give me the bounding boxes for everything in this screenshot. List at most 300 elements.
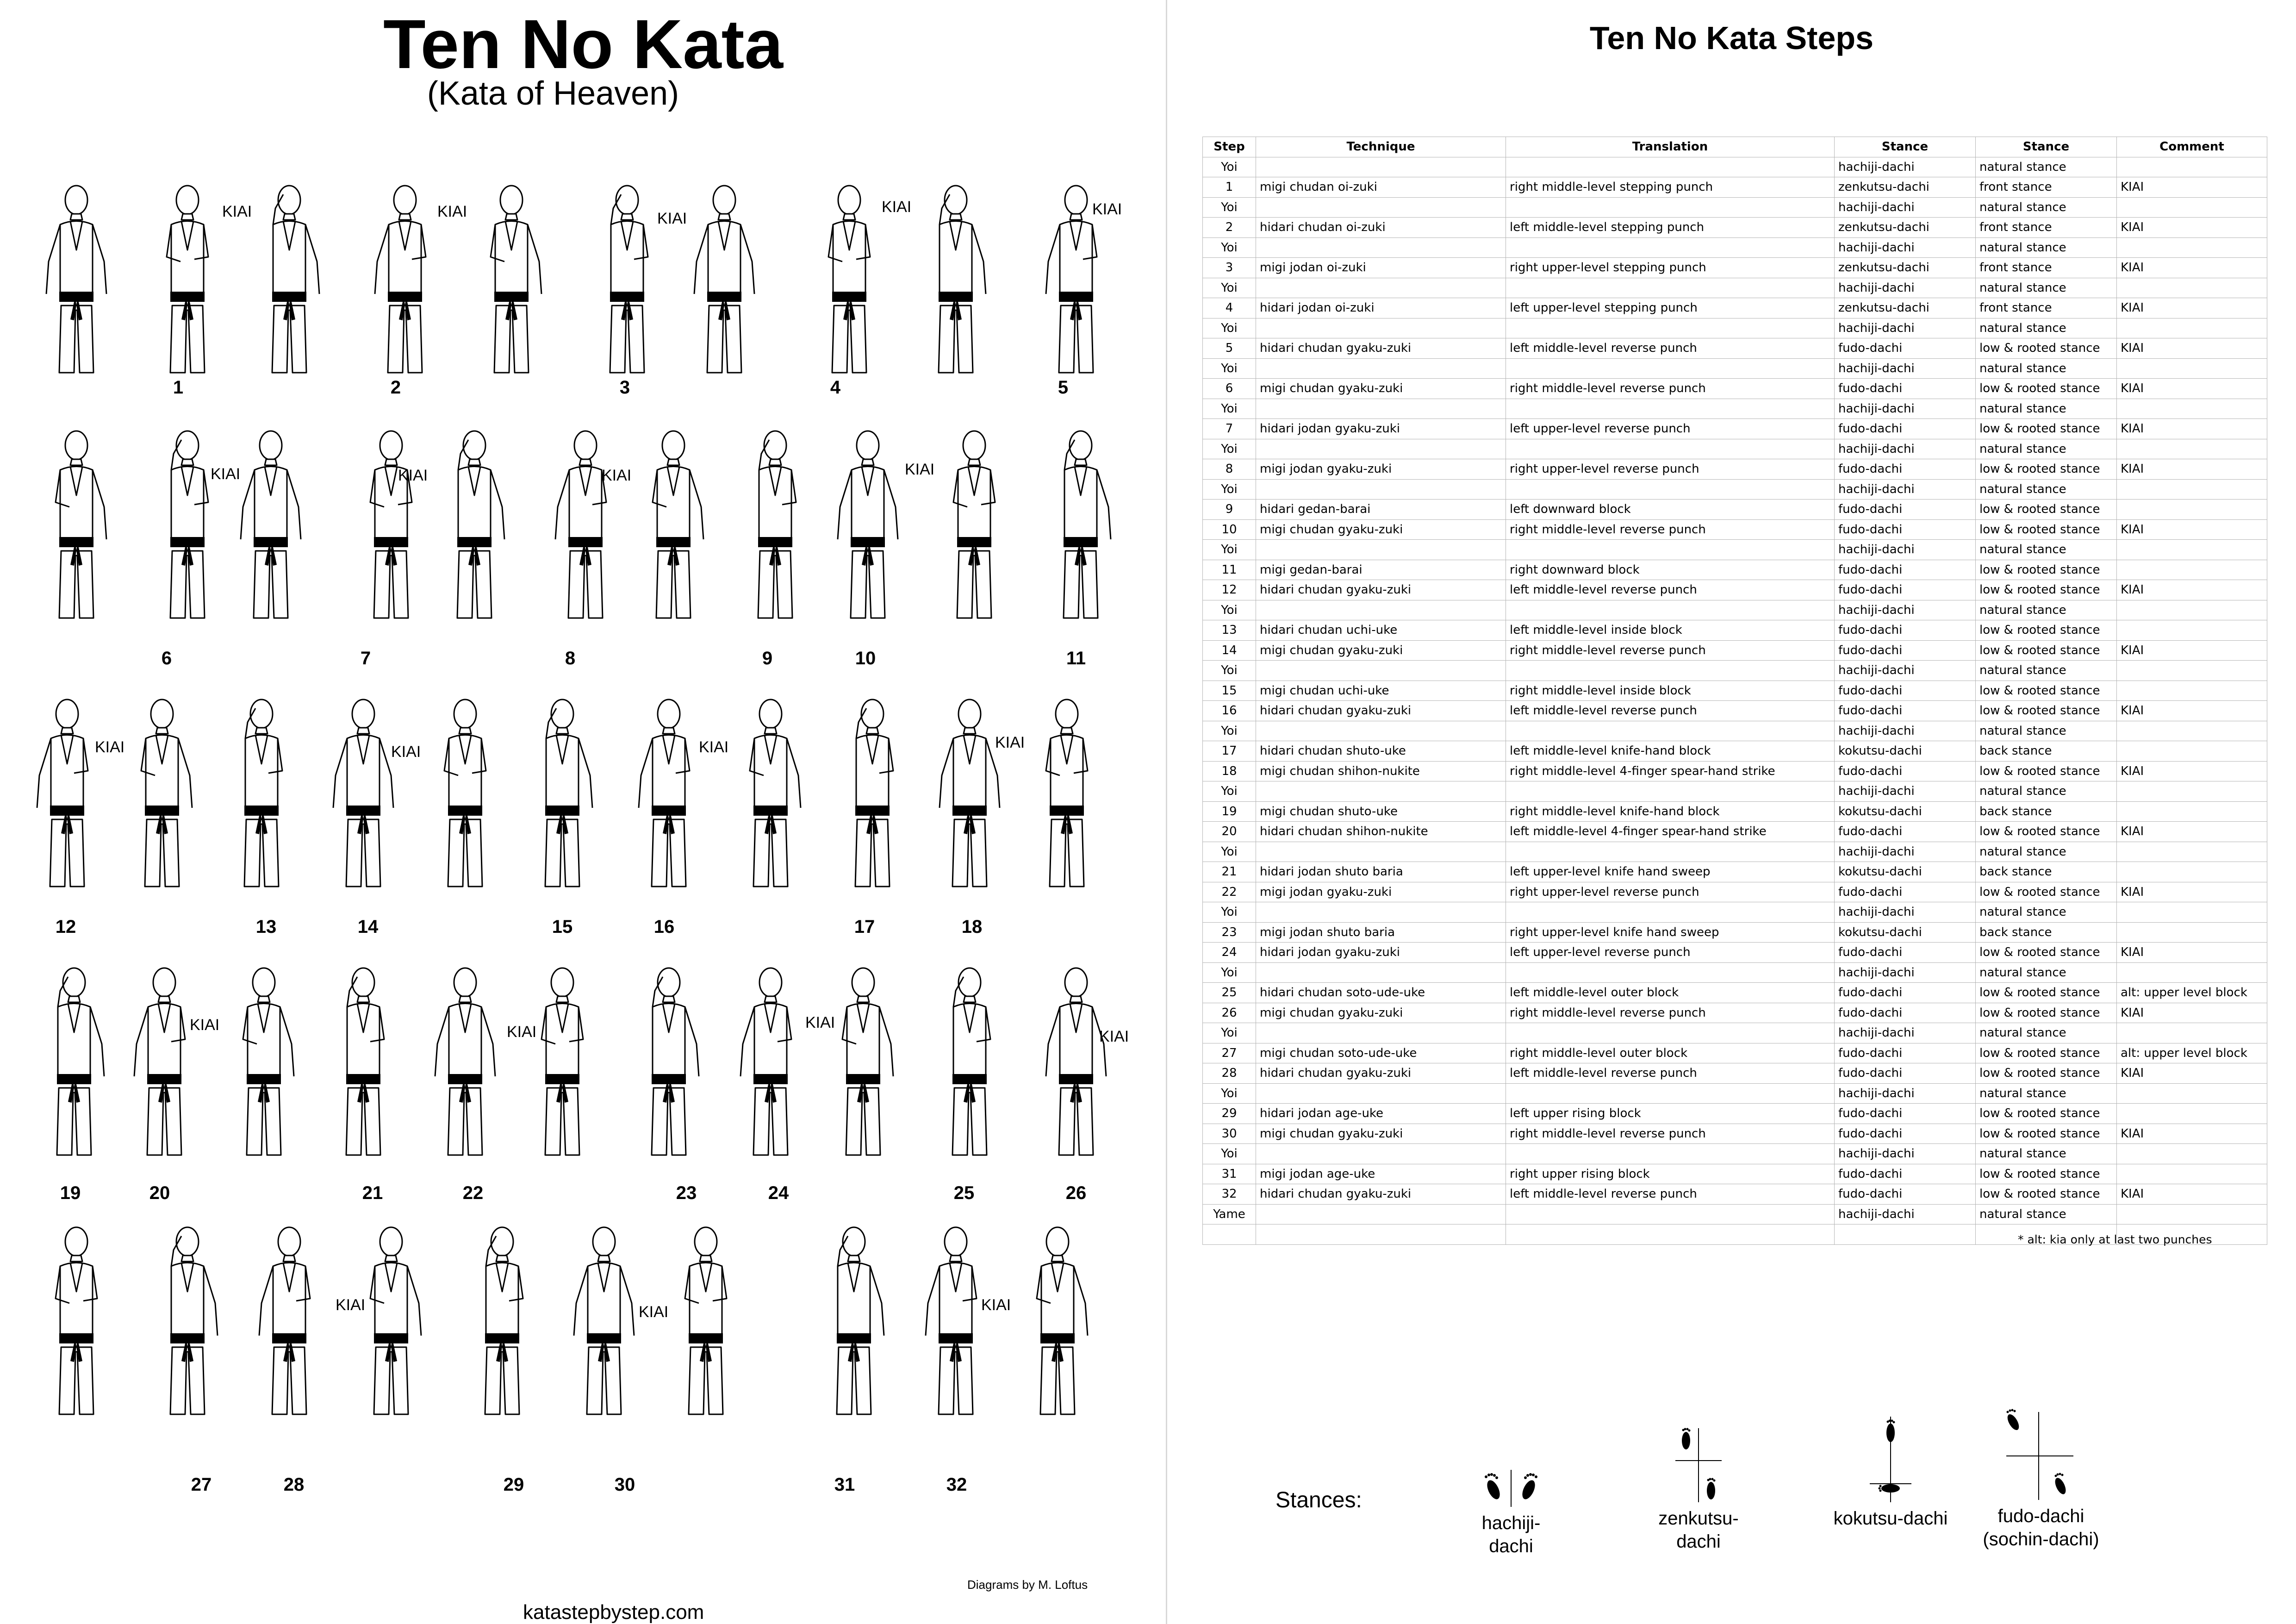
cell-technique	[1256, 237, 1506, 258]
cell-translation	[1506, 157, 1835, 177]
feet-parallel-icon	[1465, 1468, 1557, 1509]
cell-technique: hidari chudan gyaku-zuki	[1256, 1063, 1506, 1084]
cell-translation	[1506, 1204, 1835, 1224]
karate-figure-icon	[116, 963, 213, 1167]
table-row	[1203, 1083, 2267, 1104]
cell-step: 3	[1203, 258, 1256, 278]
cell-stance-jp: hachiji-dachi	[1835, 318, 1976, 338]
cell-step: 9	[1203, 500, 1256, 520]
karate-figure-icon	[139, 426, 236, 630]
kiai-label: KIAI	[995, 734, 1025, 751]
steps-table	[1202, 137, 2267, 1245]
cell-step: 26	[1203, 1003, 1256, 1023]
cell-translation: right middle-level reverse punch	[1506, 1003, 1835, 1023]
cell-translation: right upper-level stepping punch	[1506, 258, 1835, 278]
kiai-label: KIAI	[222, 203, 252, 220]
cell-translation	[1506, 358, 1835, 379]
cell-technique: hidari gedan-barai	[1256, 500, 1506, 520]
cell-comment: KIAI	[2117, 1124, 2267, 1144]
cell-technique	[1256, 1083, 1506, 1104]
cell-technique	[1256, 318, 1506, 338]
col-header-comment: Comment	[2117, 137, 2267, 157]
cell-technique	[1256, 540, 1506, 560]
cell-stance-en: low & rooted stance	[1976, 1184, 2117, 1205]
karate-figure-icon	[139, 1222, 236, 1426]
karate-figure-icon	[315, 694, 412, 898]
cell-stance-jp: hachiji-dachi	[1835, 197, 1976, 218]
cell-comment: KIAI	[2117, 379, 2267, 399]
cell-stance-jp: fudo-dachi	[1835, 379, 1976, 399]
karate-figure-icon	[113, 694, 211, 898]
cell-stance-jp: fudo-dachi	[1835, 1043, 1976, 1063]
kiai-label: KIAI	[437, 203, 467, 220]
cell-step: Yoi	[1203, 600, 1256, 620]
cell-technique	[1256, 842, 1506, 862]
kiai-label: KIAI	[1099, 1028, 1129, 1045]
cell-technique: hidari chudan shuto-uke	[1256, 741, 1506, 762]
cell-technique	[1256, 661, 1506, 681]
cell-stance-en: low & rooted stance	[1976, 1104, 2117, 1124]
cell-stance-jp: hachiji-dachi	[1835, 1144, 1976, 1164]
website-link[interactable]: katastepbystep.com	[523, 1601, 704, 1624]
karate-figure-icon	[676, 181, 773, 384]
cell-stance-en: natural stance	[1976, 781, 2117, 802]
karate-figure-icon	[805, 1222, 902, 1426]
cell-translation: left middle-level 4-finger spear-hand strike	[1506, 822, 1835, 842]
cell-comment: KIAI	[2117, 943, 2267, 963]
karate-figure-icon	[620, 963, 717, 1167]
cell-technique: hidari jodan gyaku-zuki	[1256, 419, 1506, 439]
cell-stance-jp: zenkutsu-dachi	[1835, 177, 1976, 198]
cell-translation: left upper-level knife hand sweep	[1506, 862, 1835, 882]
cell-technique: migi chudan gyaku-zuki	[1256, 1124, 1506, 1144]
cell-translation	[1506, 1023, 1835, 1043]
table-row	[1203, 419, 2267, 439]
karate-figure-icon	[537, 426, 634, 630]
cell-technique: migi chudan oi-zuki	[1256, 177, 1506, 198]
cell-step: 19	[1203, 801, 1256, 822]
karate-figure-icon	[19, 694, 116, 898]
cell-technique: hidari chudan gyaku-zuki	[1256, 338, 1506, 359]
cell-technique: migi chudan gyaku-zuki	[1256, 1003, 1506, 1023]
cell-step: 11	[1203, 560, 1256, 580]
cell-stance-en: low & rooted stance	[1976, 560, 2117, 580]
cell-translation: right middle-level knife-hand block	[1506, 801, 1835, 822]
table-row	[1203, 943, 2267, 963]
step-number-label: 20	[149, 1183, 170, 1203]
cell-stance-jp: fudo-dachi	[1835, 822, 1976, 842]
cell-technique: hidari jodan gyaku-zuki	[1256, 943, 1506, 963]
cell-step: 16	[1203, 701, 1256, 721]
table-row	[1203, 640, 2267, 661]
kiai-label: KIAI	[602, 467, 632, 484]
cell-translation	[1506, 479, 1835, 500]
cell-comment: KIAI	[2117, 701, 2267, 721]
cell-stance-jp: fudo-dachi	[1835, 419, 1976, 439]
cell-technique: hidari chudan gyaku-zuki	[1256, 580, 1506, 600]
karate-figure-icon	[514, 963, 611, 1167]
step-number-label: 3	[619, 377, 630, 398]
cell-comment	[2117, 741, 2267, 762]
cell-technique	[1256, 600, 1506, 620]
cell-stance-jp: fudo-dachi	[1835, 1184, 1976, 1205]
cell-comment	[2117, 620, 2267, 641]
cell-translation	[1506, 962, 1835, 983]
stance-name-alt: (sochin-dachi)	[1983, 1529, 2099, 1549]
cell-stance-jp: hachiji-dachi	[1835, 358, 1976, 379]
table-row	[1203, 741, 2267, 762]
cell-stance-jp: hachiji-dachi	[1835, 1204, 1976, 1224]
karate-figure-icon	[907, 181, 1004, 384]
step-number-label: 1	[173, 377, 184, 398]
cell-stance-en: natural stance	[1976, 661, 2117, 681]
cell-comment	[2117, 237, 2267, 258]
karate-figure-icon	[342, 1222, 440, 1426]
cell-stance-jp: hachiji-dachi	[1835, 781, 1976, 802]
table-row	[1203, 962, 2267, 983]
cell-stance-jp: fudo-dachi	[1835, 761, 1976, 781]
cell-stance-en: natural stance	[1976, 962, 2117, 983]
cell-step: 20	[1203, 822, 1256, 842]
table-row	[1203, 318, 2267, 338]
cell-comment	[2117, 1083, 2267, 1104]
cell-step: 17	[1203, 741, 1256, 762]
table-row	[1203, 560, 2267, 580]
cell-stance-en: low & rooted stance	[1976, 1003, 2117, 1023]
cell-translation: left middle-level reverse punch	[1506, 580, 1835, 600]
cell-step: 7	[1203, 419, 1256, 439]
step-number-label: 26	[1065, 1183, 1087, 1203]
cell-stance-jp: hachiji-dachi	[1835, 842, 1976, 862]
table-row	[1203, 237, 2267, 258]
cell-translation: right downward block	[1506, 560, 1835, 580]
cell-step: Yoi	[1203, 781, 1256, 802]
cell-translation: left middle-level reverse punch	[1506, 1063, 1835, 1084]
cell-stance-en: natural stance	[1976, 721, 2117, 741]
cell-stance-en: back stance	[1976, 741, 2117, 762]
cell-stance-en: low & rooted stance	[1976, 943, 2117, 963]
cell-stance-en: natural stance	[1976, 278, 2117, 298]
cell-step: Yoi	[1203, 479, 1256, 500]
cell-technique: migi jodan gyaku-zuki	[1256, 882, 1506, 902]
cell-comment	[2117, 318, 2267, 338]
cell-translation	[1506, 540, 1835, 560]
table-row	[1203, 157, 2267, 177]
table-row	[1203, 479, 2267, 500]
cell-step: Yoi	[1203, 399, 1256, 419]
step-number-label: 7	[360, 648, 371, 668]
table-row	[1203, 822, 2267, 842]
karate-figure-icon	[625, 426, 722, 630]
cell-step: Yoi	[1203, 902, 1256, 923]
cell-step: 2	[1203, 218, 1256, 238]
cell-technique: migi chudan shuto-uke	[1256, 801, 1506, 822]
cell-stance-en: low & rooted stance	[1976, 580, 2117, 600]
cell-translation	[1506, 197, 1835, 218]
steps-title: Ten No Kata Steps	[1589, 20, 1874, 56]
step-number-label: 15	[552, 917, 573, 937]
cell-technique	[1256, 479, 1506, 500]
karate-figure-icon	[241, 1222, 338, 1426]
cell-translation	[1506, 237, 1835, 258]
cell-comment	[2117, 681, 2267, 701]
karate-figure-icon	[819, 426, 916, 630]
cell-translation	[1506, 439, 1835, 459]
cell-stance-en: natural stance	[1976, 600, 2117, 620]
cell-step: 27	[1203, 1043, 1256, 1063]
cell-translation	[1506, 1083, 1835, 1104]
karate-figure-icon	[417, 694, 514, 898]
cell-stance-jp: fudo-dachi	[1835, 500, 1976, 520]
cell-comment	[2117, 278, 2267, 298]
table-row	[1203, 701, 2267, 721]
cell-step: 23	[1203, 922, 1256, 943]
table-row	[1203, 721, 2267, 741]
table-header-row	[1203, 137, 2267, 157]
stance-fudo	[1981, 1403, 2101, 1551]
cell-translation: right middle-level inside block	[1506, 681, 1835, 701]
cell-stance-jp: hachiji-dachi	[1835, 962, 1976, 983]
cell-comment	[2117, 781, 2267, 802]
cell-stance-en: natural stance	[1976, 902, 2117, 923]
step-number-label: 32	[946, 1474, 967, 1495]
step-number-label: 17	[854, 917, 875, 937]
cell-stance-en: low & rooted stance	[1976, 1164, 2117, 1184]
kiai-label: KIAI	[657, 210, 687, 227]
karate-figure-icon	[1009, 1222, 1106, 1426]
cell-stance-en: natural stance	[1976, 842, 2117, 862]
front-stance-diagram-icon	[1645, 1426, 1752, 1505]
cell-stance-en: natural stance	[1976, 1204, 2117, 1224]
cell-comment	[2117, 922, 2267, 943]
cell-step: 31	[1203, 1164, 1256, 1184]
karate-figure-icon	[315, 963, 412, 1167]
cell-technique	[1256, 902, 1506, 923]
col-header-translation: Translation	[1506, 137, 1835, 157]
cell-technique	[1256, 721, 1506, 741]
step-number-label: 22	[462, 1183, 484, 1203]
col-header-stance-en: Stance	[1976, 137, 2117, 157]
cell-stance-jp: hachiji-dachi	[1835, 479, 1976, 500]
cell-comment	[2117, 439, 2267, 459]
cell-stance-jp	[1835, 1224, 1976, 1245]
step-number-label: 6	[161, 648, 172, 668]
cell-translation: right upper-level knife hand sweep	[1506, 922, 1835, 943]
step-number-label: 11	[1066, 648, 1086, 668]
cell-comment: KIAI	[2117, 1184, 2267, 1205]
cell-stance-jp: fudo-dachi	[1835, 1124, 1976, 1144]
karate-figure-icon	[824, 694, 921, 898]
cell-step: 22	[1203, 882, 1256, 902]
cell-step	[1203, 1224, 1256, 1245]
cell-step: 8	[1203, 459, 1256, 480]
table-footnote: * alt: kia only at last two punches	[2018, 1233, 2212, 1246]
cell-stance-jp: hachiji-dachi	[1835, 721, 1976, 741]
cell-translation: left middle-level knife-hand block	[1506, 741, 1835, 762]
step-number-label: 23	[676, 1183, 697, 1203]
cell-stance-jp: fudo-dachi	[1835, 983, 1976, 1003]
karate-figure-icon	[25, 963, 123, 1167]
cell-comment: KIAI	[2117, 258, 2267, 278]
step-number-label: 4	[830, 377, 841, 398]
cell-stance-en: natural stance	[1976, 399, 2117, 419]
karate-figure-icon	[620, 694, 717, 898]
cell-translation	[1506, 600, 1835, 620]
cell-comment: KIAI	[2117, 1063, 2267, 1084]
cell-translation: right middle-level reverse punch	[1506, 640, 1835, 661]
cell-step: 25	[1203, 983, 1256, 1003]
kiai-label: KIAI	[95, 738, 125, 756]
back-stance-diagram-icon	[1830, 1414, 1951, 1505]
table-row	[1203, 842, 2267, 862]
cell-stance-en: natural stance	[1976, 318, 2117, 338]
cell-step: 28	[1203, 1063, 1256, 1084]
cell-comment	[2117, 540, 2267, 560]
cell-technique: migi jodan gyaku-zuki	[1256, 459, 1506, 480]
step-number-label: 19	[60, 1183, 81, 1203]
stance-name: zenkutsu-dachi	[1658, 1508, 1739, 1552]
cell-step: Yoi	[1203, 439, 1256, 459]
cell-stance-jp: fudo-dachi	[1835, 640, 1976, 661]
col-header-technique: Technique	[1256, 137, 1506, 157]
cell-stance-jp: hachiji-dachi	[1835, 902, 1976, 923]
cell-step: 18	[1203, 761, 1256, 781]
cell-stance-jp: fudo-dachi	[1835, 580, 1976, 600]
stances-label: Stances:	[1276, 1488, 1362, 1512]
table-row	[1203, 922, 2267, 943]
table-row	[1203, 1043, 2267, 1063]
cell-comment: KIAI	[2117, 519, 2267, 540]
step-number-label: 5	[1058, 377, 1069, 398]
cell-stance-en: low & rooted stance	[1976, 620, 2117, 641]
cell-stance-jp: hachiji-dachi	[1835, 399, 1976, 419]
cell-translation: left downward block	[1506, 500, 1835, 520]
cell-stance-en: low & rooted stance	[1976, 419, 2117, 439]
step-number-label: 21	[362, 1183, 383, 1203]
cell-stance-en: back stance	[1976, 862, 2117, 882]
cell-stance-en: natural stance	[1976, 197, 2117, 218]
cell-step: 14	[1203, 640, 1256, 661]
cell-translation: left upper-level stepping punch	[1506, 298, 1835, 319]
cell-translation: right middle-level 4-finger spear-hand strike	[1506, 761, 1835, 781]
cell-comment	[2117, 1164, 2267, 1184]
karate-figure-icon	[241, 181, 338, 384]
cell-step: 21	[1203, 862, 1256, 882]
cell-stance-jp: fudo-dachi	[1835, 1164, 1976, 1184]
stance-name: fudo-dachi	[1997, 1506, 2084, 1526]
cell-comment	[2117, 862, 2267, 882]
step-number-label: 12	[55, 917, 76, 937]
kiai-label: KIAI	[336, 1296, 366, 1314]
step-number-label: 9	[762, 648, 773, 668]
cell-comment	[2117, 1023, 2267, 1043]
step-number-label: 2	[390, 377, 401, 398]
karate-figure-icon	[514, 694, 611, 898]
cell-stance-en: low & rooted stance	[1976, 983, 2117, 1003]
cell-stance-en: low & rooted stance	[1976, 681, 2117, 701]
cell-step: Yame	[1203, 1204, 1256, 1224]
cell-translation: left upper-level reverse punch	[1506, 943, 1835, 963]
cell-step: 32	[1203, 1184, 1256, 1205]
cell-translation	[1506, 318, 1835, 338]
cell-technique	[1256, 781, 1506, 802]
cell-comment	[2117, 842, 2267, 862]
cell-stance-en: low & rooted stance	[1976, 1063, 2117, 1084]
karate-figure-icon	[926, 426, 1023, 630]
cell-technique: hidari jodan age-uke	[1256, 1104, 1506, 1124]
karate-figure-icon	[1027, 963, 1125, 1167]
cell-translation: right upper-level reverse punch	[1506, 459, 1835, 480]
cell-translation: right upper rising block	[1506, 1164, 1835, 1184]
cell-stance-jp: kokutsu-dachi	[1835, 922, 1976, 943]
kiai-label: KIAI	[211, 465, 241, 483]
cell-stance-en: natural stance	[1976, 1083, 2117, 1104]
cell-technique: migi jodan shuto baria	[1256, 922, 1506, 943]
cell-technique: hidari chudan uchi-uke	[1256, 620, 1506, 641]
cell-technique: hidari chudan soto-ude-uke	[1256, 983, 1506, 1003]
cell-technique: hidari chudan gyaku-zuki	[1256, 1184, 1506, 1205]
cell-technique: migi gedan-barai	[1256, 560, 1506, 580]
karate-figure-icon	[215, 963, 312, 1167]
cell-translation	[1506, 902, 1835, 923]
cell-stance-en: natural stance	[1976, 439, 2117, 459]
table-row	[1203, 761, 2267, 781]
cell-stance-jp: kokutsu-dachi	[1835, 741, 1976, 762]
karate-figure-icon	[213, 694, 310, 898]
cell-step: 30	[1203, 1124, 1256, 1144]
table-row	[1203, 781, 2267, 802]
cell-step: Yoi	[1203, 661, 1256, 681]
cell-stance-jp: fudo-dachi	[1835, 943, 1976, 963]
cell-technique: hidari jodan oi-zuki	[1256, 298, 1506, 319]
table-row	[1203, 358, 2267, 379]
karate-figure-icon	[722, 963, 819, 1167]
cell-comment	[2117, 801, 2267, 822]
cell-stance-en: back stance	[1976, 922, 2117, 943]
cell-step: 5	[1203, 338, 1256, 359]
table-row	[1203, 1144, 2267, 1164]
cell-comment: KIAI	[2117, 822, 2267, 842]
cell-stance-en: low & rooted stance	[1976, 761, 2117, 781]
karate-figure-icon	[907, 1222, 1004, 1426]
cell-translation: right middle-level reverse punch	[1506, 519, 1835, 540]
step-number-label: 10	[855, 648, 876, 668]
cell-step: Yoi	[1203, 842, 1256, 862]
cell-technique: migi jodan oi-zuki	[1256, 258, 1506, 278]
cell-comment	[2117, 560, 2267, 580]
step-number-label: 31	[834, 1474, 855, 1495]
cell-technique	[1256, 1204, 1506, 1224]
kiai-label: KIAI	[507, 1023, 537, 1041]
cell-stance-en: natural stance	[1976, 358, 2117, 379]
cell-stance-jp: hachiji-dachi	[1835, 157, 1976, 177]
step-number-label: 25	[953, 1183, 975, 1203]
table-row	[1203, 540, 2267, 560]
cell-comment	[2117, 1104, 2267, 1124]
cell-step: 13	[1203, 620, 1256, 641]
cell-stance-jp: zenkutsu-dachi	[1835, 218, 1976, 238]
cell-step: Yoi	[1203, 540, 1256, 560]
cell-comment: KIAI	[2117, 1003, 2267, 1023]
cell-stance-jp: kokutsu-dachi	[1835, 801, 1976, 822]
table-row	[1203, 983, 2267, 1003]
cell-stance-en: low & rooted stance	[1976, 822, 2117, 842]
cell-stance-jp: fudo-dachi	[1835, 701, 1976, 721]
cell-stance-en: back stance	[1976, 801, 2117, 822]
cell-step: Yoi	[1203, 278, 1256, 298]
cell-stance-jp: hachiji-dachi	[1835, 278, 1976, 298]
cell-technique: migi chudan gyaku-zuki	[1256, 640, 1506, 661]
